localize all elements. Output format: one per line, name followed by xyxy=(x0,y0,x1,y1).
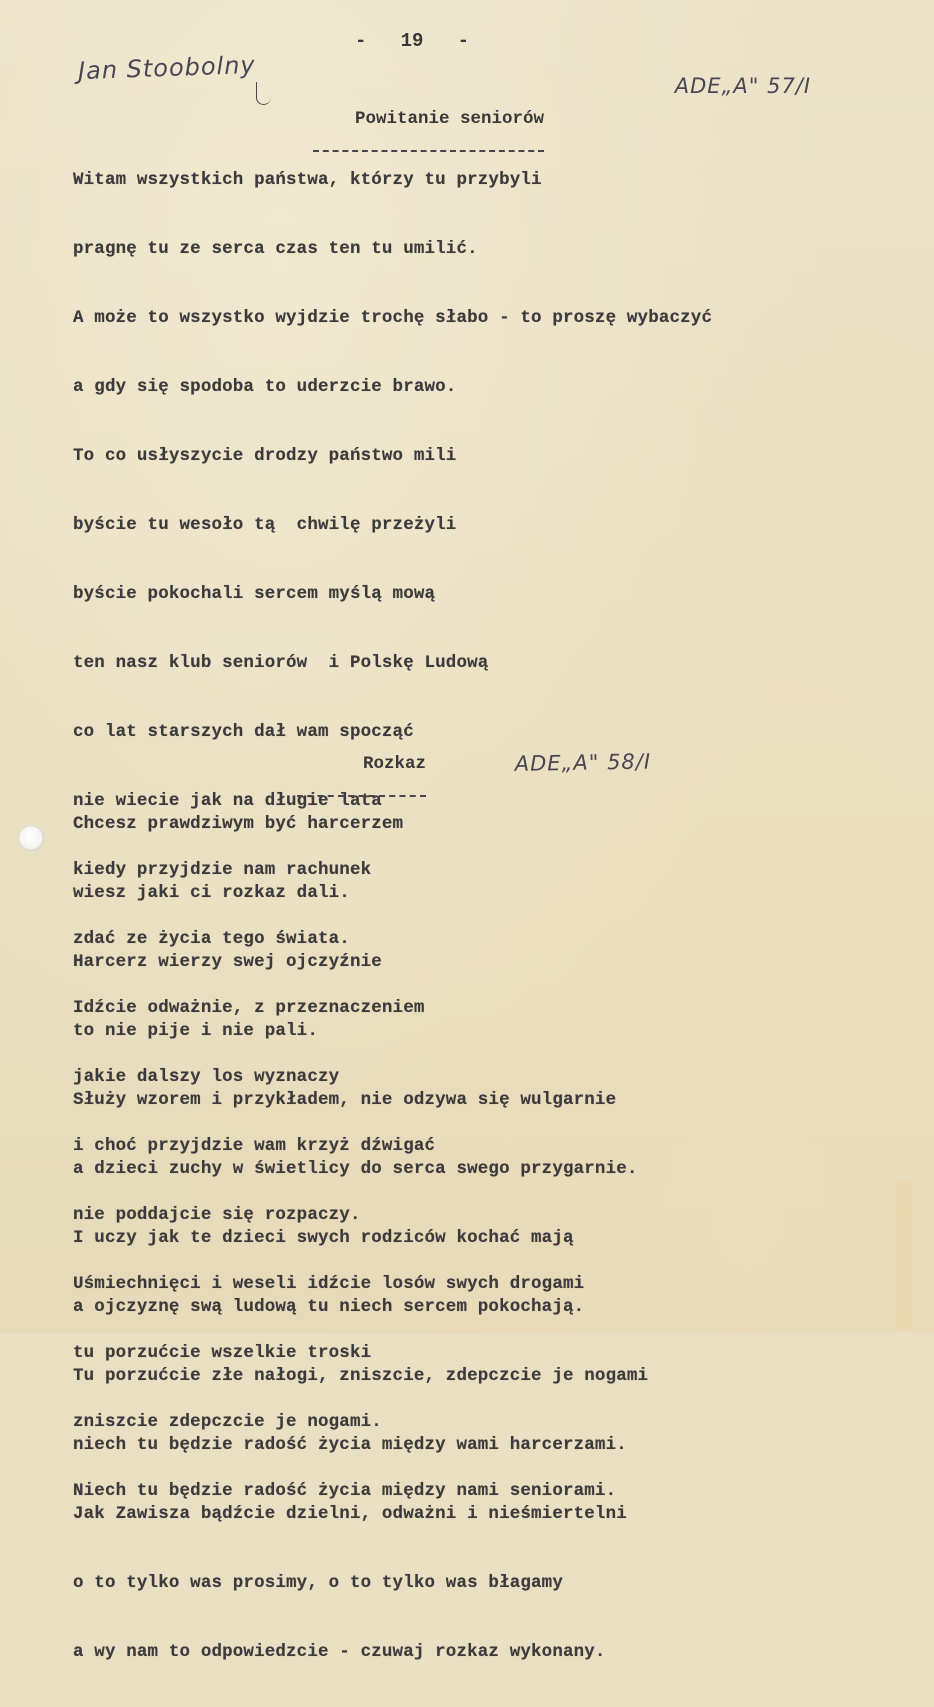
poem-line: zniszcie zdepczcie je nogami. xyxy=(73,1412,382,1432)
archive-reference-1 xyxy=(644,50,811,122)
page-number: - 19 - xyxy=(355,30,470,52)
poem-line: tu porzućcie wszelkie troski xyxy=(73,1343,372,1363)
poem-line: Jak Zawisza bądźcie dzielni, odważni i nieśmiertelni xyxy=(73,1504,627,1524)
poem-line: wiesz jaki ci rozkaz dali. xyxy=(73,883,350,903)
poem-line: to nie pije i nie pali. xyxy=(73,1021,318,1041)
poem-line: co lat starszych dał wam spocząć xyxy=(73,722,414,742)
archive-reference-text: ADE„A" 57/I xyxy=(674,74,812,98)
paper-stain xyxy=(890,1180,916,1330)
section-title-text: Powitanie seniorów xyxy=(355,109,545,129)
poem-line: nie wiecie jak na długie lata xyxy=(73,791,382,811)
poem-line: Idźcie odważnie, z przeznaczeniem xyxy=(73,998,425,1018)
archive-reference-text: ADE„A" 58/I xyxy=(514,749,652,776)
poem-line: To co usłyszycie drodzy państwo mili xyxy=(73,446,457,466)
signature-flourish xyxy=(256,82,271,105)
poem-line: kiedy przyjdzie nam rachunek xyxy=(73,860,372,880)
poem-line: Tu porzućcie złe nałogi, zniszcie, zdepczcie je nogami xyxy=(73,1366,649,1386)
poem-line: Harcerz wierzy swej ojczyźnie xyxy=(73,952,382,972)
poem-line: Niech tu będzie radość życia między nami seniorami. xyxy=(73,1481,617,1501)
poem-line: pragnę tu ze serca czas ten tu umilić. xyxy=(73,239,478,259)
section-title-text: Rozkaz xyxy=(363,754,427,774)
poem-line: Witam wszystkich państwa, którzy tu przybyli xyxy=(73,170,542,190)
poem-line: Uśmiechnięci i weseli idźcie losów swych drogami xyxy=(73,1274,585,1294)
poem-line: a wy nam to odpowiedzcie - czuwaj rozkaz wykonany. xyxy=(73,1642,606,1662)
poem-line: ten nasz klub seniorów i Polskę Ludową xyxy=(73,653,489,673)
poem-line: nie poddajcie się rozpaczy. xyxy=(73,1205,361,1225)
poem-line: o to tylko was prosimy, o to tylko was błagamy xyxy=(73,1573,563,1593)
poem-line: byście pokochali sercem myślą mową xyxy=(73,584,436,604)
poem-line: i choć przyjdzie wam krzyż dźwigać xyxy=(73,1136,436,1156)
poem-line: byście tu wesoło tą chwilę przeżyli xyxy=(73,515,457,535)
poem-line: niech tu będzie radość życia między wami harcerzami. xyxy=(73,1435,627,1455)
poem-line: a ojczyznę swą ludową tu niech sercem pokochają. xyxy=(73,1297,585,1317)
poem-line: zdać ze życia tego świata. xyxy=(73,929,350,949)
author-signature: Jan Stoobolny xyxy=(77,50,257,86)
poem-line: Służy wzorem i przykładem, nie odzywa się wulgarnie xyxy=(73,1090,617,1110)
punch-hole xyxy=(18,825,44,851)
poem-line: A może to wszystko wyjdzie trochę słabo - to proszę wybaczyć xyxy=(73,308,713,328)
poem-line: I uczy jak te dzieci swych rodziców kochać mają xyxy=(73,1228,574,1248)
poem-rozkaz xyxy=(73,770,648,1707)
poem-line: a gdy się spodoba to uderzcie brawo. xyxy=(73,377,457,397)
poem-line: Chcesz prawdziwym być harcerzem xyxy=(73,814,404,834)
poem-line: jakie dalszy los wyznaczy xyxy=(73,1067,340,1087)
poem-line: a dzieci zuchy w świetlicy do serca swego przygarnie. xyxy=(73,1159,638,1179)
